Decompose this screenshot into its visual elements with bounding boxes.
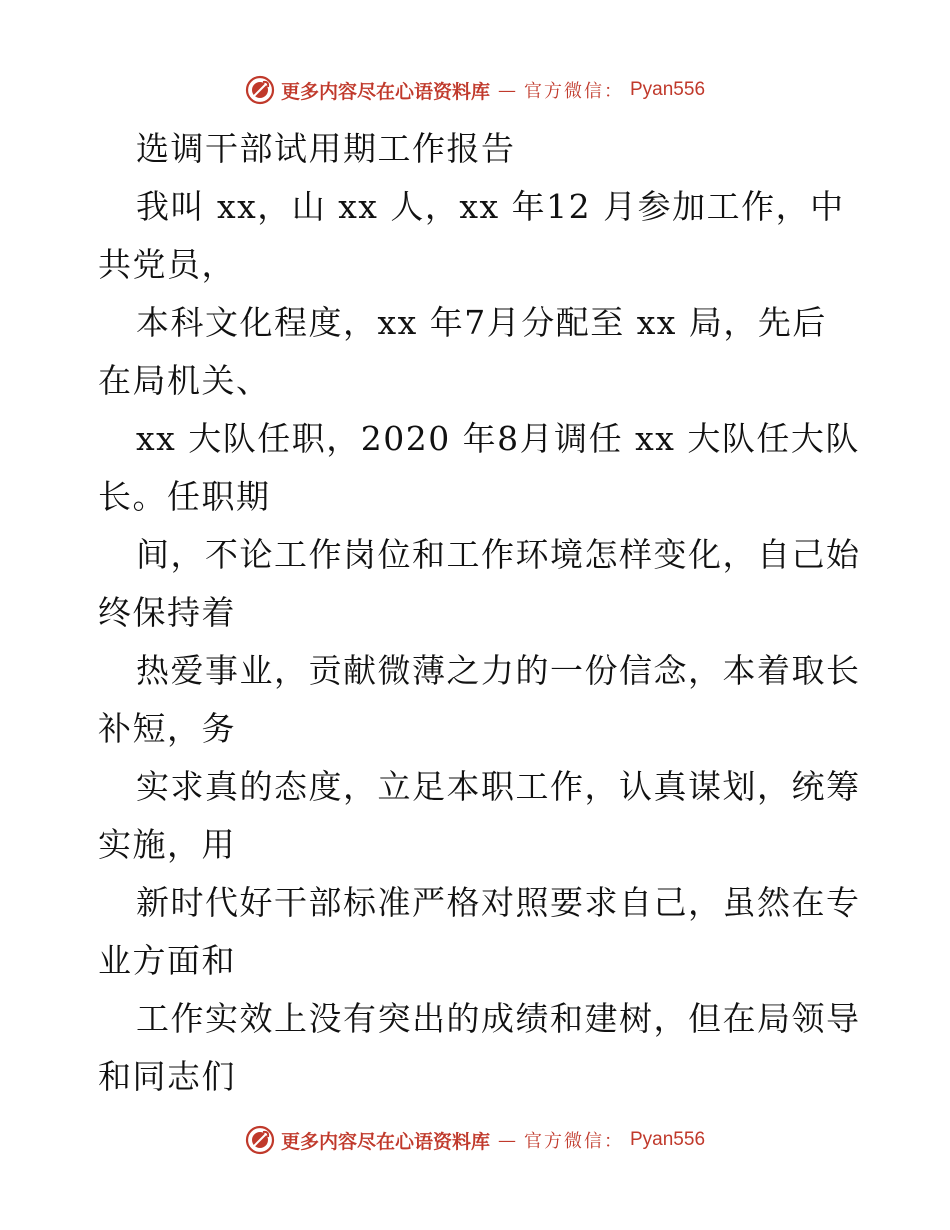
quill-seal-icon [245, 1125, 275, 1155]
paragraph-line: 终保持着 [98, 593, 236, 632]
banner-main-text: 更多内容尽在心语资料库 [280, 1130, 490, 1153]
paragraph-line: 我叫 xx，山 xx 人，xx 年12 月参加工作，中 [136, 187, 845, 226]
paragraph-line: 间，不论工作岗位和工作环境怎样变化，自己始 [136, 535, 861, 574]
footer-banner [0, 1120, 950, 1160]
document-title: 选调干部试用期工作报告 [136, 129, 516, 168]
paragraph-line: 在局机关、 [98, 361, 271, 400]
banner-dash: — [498, 1129, 516, 1151]
paragraph-line: 实施，用 [98, 825, 236, 864]
document-body [98, 120, 861, 1106]
paragraph-line: 新时代好干部标准严格对照要求自己，虽然在专 [136, 883, 861, 922]
paragraph-line: 业方面和 [98, 941, 236, 980]
quill-seal-icon [245, 75, 275, 105]
paragraph-line: 热爱事业，贡献微薄之力的一份信念，本着取长 [136, 651, 861, 690]
paragraph-line: 工作实效上没有突出的成绩和建树，但在局领导 [136, 999, 861, 1038]
banner-dash: — [498, 79, 516, 101]
paragraph-line: 长。任职期 [98, 477, 271, 516]
banner-wechat-label: 官方微信： [524, 81, 624, 102]
header-banner [0, 70, 950, 110]
paragraph-line: 实求真的态度，立足本职工作，认真谋划，统筹 [136, 767, 861, 806]
paragraph-line: xx 大队任职，2020 年8月调任 xx 大队任大队 [136, 419, 860, 458]
paragraph-line: 补短，务 [98, 709, 236, 748]
banner-main-text: 更多内容尽在心语资料库 [280, 80, 490, 103]
banner-wechat-id: Pyan556 [630, 1129, 706, 1150]
banner-wechat-label: 官方微信： [524, 1131, 624, 1152]
banner-wechat-id: Pyan556 [630, 79, 706, 100]
paragraph-line: 和同志们 [98, 1057, 236, 1096]
paragraph-line: 本科文化程度，xx 年7月分配至 xx 局，先后 [136, 303, 827, 342]
paragraph-line: 共党员， [98, 245, 236, 284]
